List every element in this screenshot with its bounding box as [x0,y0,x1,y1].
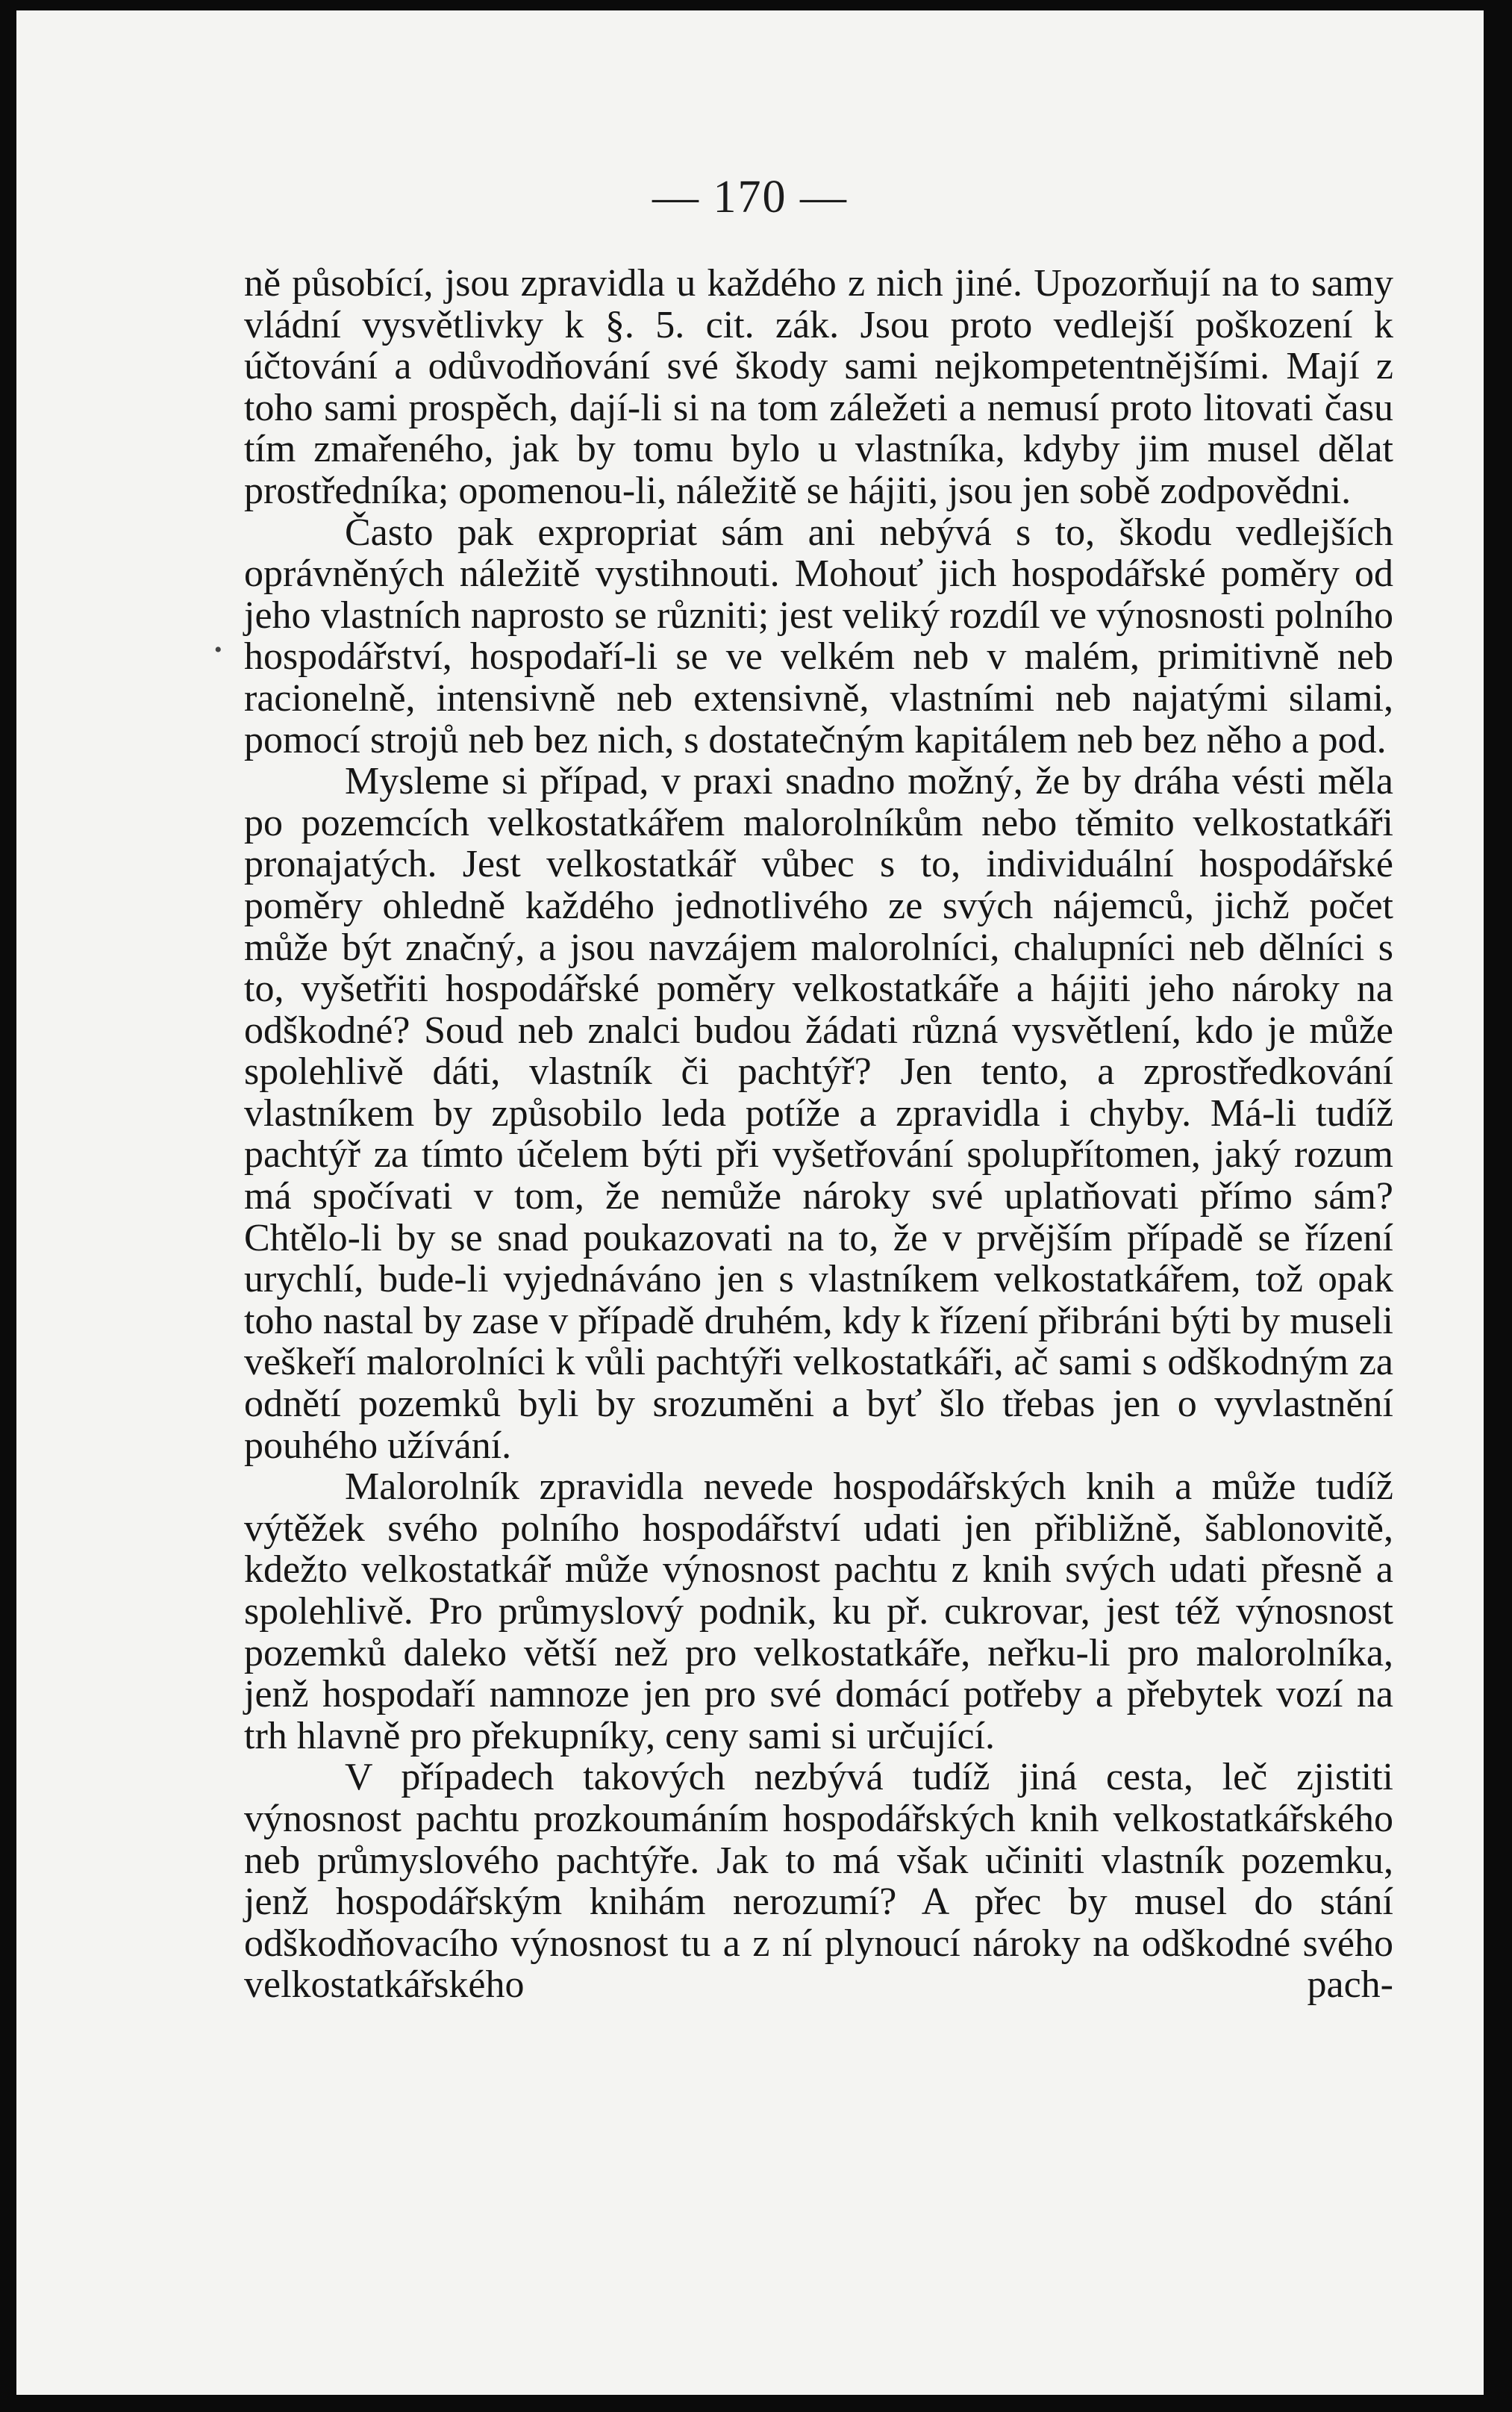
paragraph-3: Mysleme si případ, v praxi snadno možný, že by dráha vésti měla po pozemcích velkostatkářem malorolníkům nebo těmito velkostatkáři pronajatých. Jest velkostatkář vůbec s to, individuální hospodářské poměry ohledně každého jednotlivého ze svých nájemců, jichž počet může být značný, a jsou navzájem malorolníci, chalupníci neb dělníci s to, vyšetřiti hospodářské poměry velkostatkáře a hájiti jeho nároky na odškodné? Soud neb znalci budou žádati různá vysvětlení, kdo je může spolehlivě dáti, vlastník či pachtýř? Jen tento, a zprostředkování vlastníkem by způsobilo leda potíže a zpravidla i chyby. Má-li tudíž pachtýř za tímto účelem býti při vyšetřování spolupřítomen, jaký rozum má spočívati v tom, že nemůže nároky své uplatňovati přímo sám? Chtělo-li by se snad poukazovati na to, že v prvějším případě se řízení urychlí, bude-li vyjednáváno jen s vlastníkem velkostatkářem, tož opak toho nastal by zase v případě druhém, kdy k řízení přibráni býti by museli veškeří malorolníci k vůli pachtýři velkostatkáři, ač sami s odškodným za odnětí pozemků byli by srozuměni a byť šlo třebas jen o vyvlastnění pouhého užívání. [244,760,1393,1467]
margin-dot: • [214,638,222,662]
paragraph-4: Malorolník zpravidla nevede hospodářských knih a může tudíž výtěžek svého polního hospodářství udati jen přibližně, šablonovitě, kdežto velkostatkář může výnosnost pachtu z knih svých udati přesně a spolehlivě. Pro průmyslový podnik, ku př. cukrovar, jest též výnosnost pozemků daleko větší než pro velkostatkáře, neřku-li pro malorolníka, jenž hospodaří namnoze jen pro své domácí potřeby a přebytek vozí na trh hlavně pro překupníky, ceny sami si určující. [244,1465,1393,1757]
paragraph-5: V případech takových nezbývá tudíž jiná cesta, leč zjistiti výnosnost pachtu prozkoumáním hospodářských knih velkostatkářského neb průmyslového pachtýře. Jak to má však učiniti vlastník pozemku, jenž hospodářským knihám nerozumí? A přec by musel do stání odškodňovacího výnosnost tu a z ní plynoucí nároky na odškodné svého velkostatkářského pach- [244,1756,1393,2007]
body-text [244,263,1393,2006]
page-number: — 170 — [652,172,848,222]
paragraph-2: Často pak expropriat sám ani nebývá s to, škodu vedlejších oprávněných náležitě vystihnouti. Mohouť jich hospodářské poměry od jeho vlastních naprosto se různiti; jest veliký rozdíl ve výnosnosti polního hospodářství, hospodaří-li se ve velkém neb v malém, primitivně neb racionelně, intensivně neb extensivně, vlastními neb najatými silami, pomocí strojů neb bez nich, s dostatečným kapitálem neb bez něho a pod. [244,511,1393,761]
book-page [16,10,1484,2395]
paragraph-1: ně působící, jsou zpravidla u každého z nich jiné. Upozorňují na to samy vládní vysvětlivky k §. 5. cit. zák. Jsou proto vedlejší poškození k účtování a odůvodňování své škody sami nejkompetentnějšími. Mají z toho sami prospěch, dají-li si na tom záležeti a nemusí proto litovati času tím zmařeného, jak by tomu bylo u vlastníka, kdyby jim musel dělat prostředníka; opomenou-li, náležitě se hájiti, jsou jen sobě zodpovědni. [244,262,1393,512]
